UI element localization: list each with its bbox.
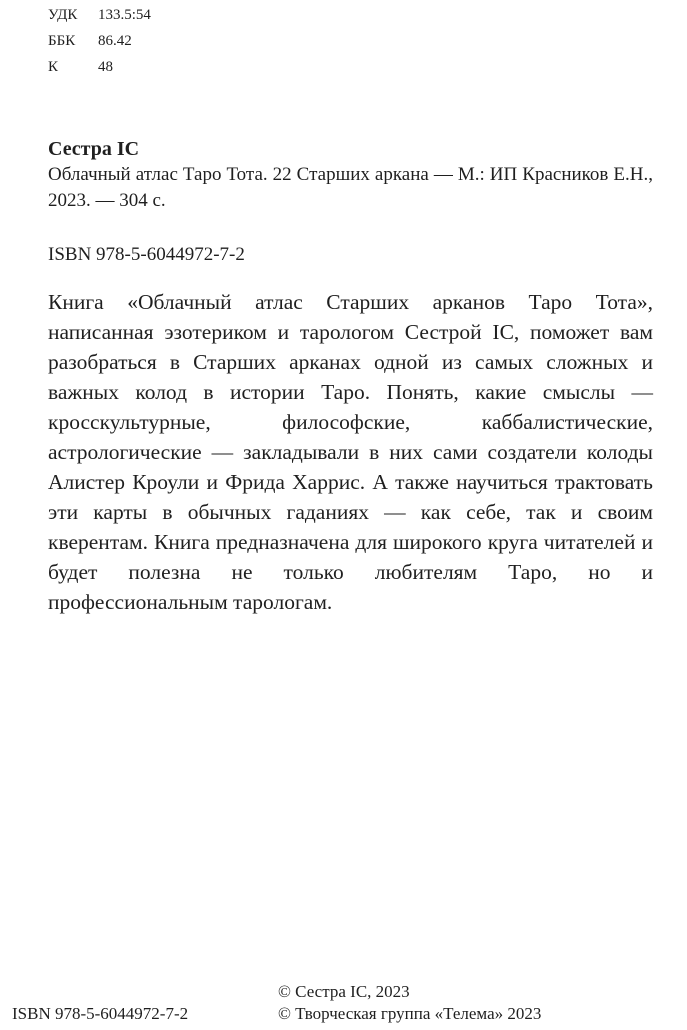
author-sign-row [48, 54, 218, 80]
author-sign-label: К [48, 59, 59, 75]
copyright-block [278, 981, 541, 1025]
annotation-paragraph: Книга «Облачный атлас Старших арканов Таро Тота», написанная эзотериком и тарологом Сестрой IC, поможет вам разобраться в Старших арканах одной из самых сложных и важных колод в истории Таро. Понять, какие смыслы — кросскультурные, философские, каббалистические, астрологические — закладывали в них сами создатели колоды Алистер Кроули и Фрида Харрис. А также научиться трактовать эти карты в обычных гаданиях — как себе, так и своим кверентам. Книга предназначена для широкого круга читателей и будет полезна не только любителям Таро, но и профессиональным тарологам. [48, 290, 653, 614]
footer-isbn: ISBN 978-5-6044972-7-2 [12, 1004, 189, 1023]
bibliographic-description: Облачный атлас Таро Тота. 22 Старших аркана — М.: ИП Красников Е.Н., 2023. — 304 с. [48, 164, 653, 211]
copyright-publisher: © Творческая группа «Телема» 2023 [278, 1004, 542, 1023]
udk-row [48, 2, 218, 28]
author-name: Сестра IC [48, 138, 140, 160]
udk-label: УДК [48, 7, 78, 23]
bbk-value: 86.42 [98, 33, 132, 49]
udk-value: 133.5:54 [98, 7, 151, 23]
classification-codes [48, 2, 218, 80]
bbk-row [48, 28, 218, 54]
copyright-author: © Сестра IC, 2023 [278, 982, 410, 1001]
isbn-line: ISBN 978-5-6044972-7-2 [48, 244, 245, 265]
bbk-label: ББК [48, 33, 76, 49]
author-sign-value: 48 [98, 59, 113, 75]
bibliographic-record [48, 136, 653, 214]
